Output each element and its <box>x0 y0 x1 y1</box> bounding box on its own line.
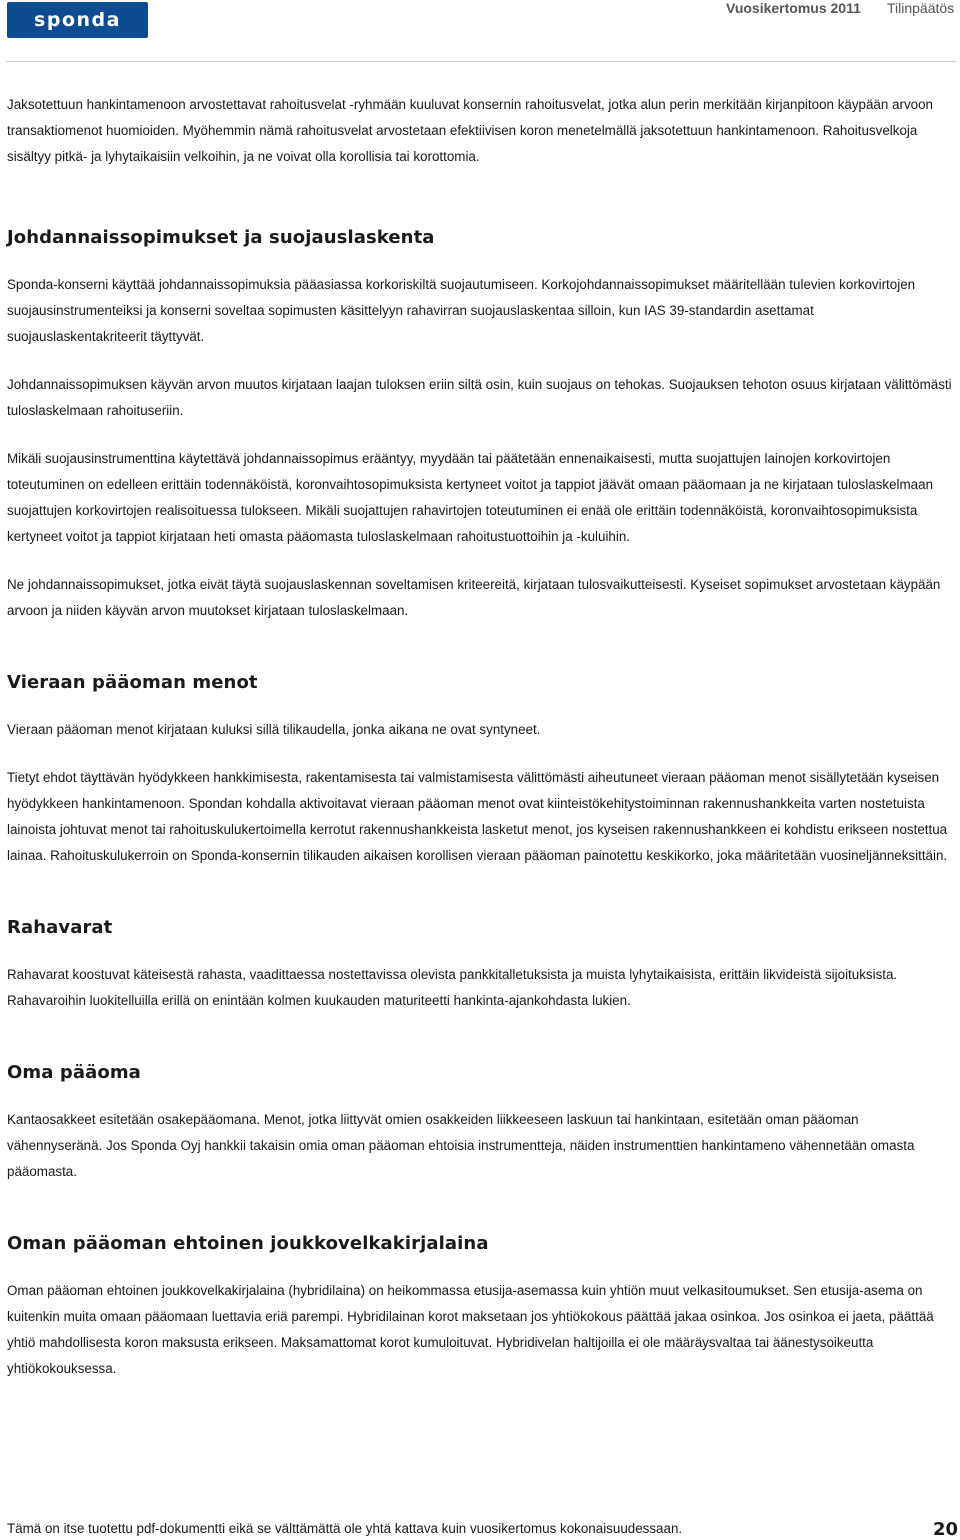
footer-disclaimer: Tämä on itse tuotettu pdf-dokumentti eikä se välttämättä ole yhtä kattava kuin vuosikertomus kokonaisuudessaan. <box>7 1521 683 1536</box>
header-divider <box>6 61 956 62</box>
section-paragraph: Vieraan pääoman menot kirjataan kuluksi sillä tilikaudella, jonka aikana ne ovat syntyneet. <box>7 722 541 737</box>
report-section: Tilinpäätös <box>887 0 955 16</box>
report-title: Vuosikertomus 2011 <box>726 0 861 16</box>
section-heading-equity: Oma pääoma <box>7 1062 141 1083</box>
intro-paragraph: Jaksotettuun hankintamenoon arvostettavat rahoitusvelat -ryhmään kuuluvat konsernin rahoitusvelat, jotka alun perin merkitään kirjanpitoon käypään arvoon transaktiomenot huomioiden. Myöhemmin nämä rahoitusvelat arvostetaan efektiivisen koron menetelmällä jaksotettuun hankintamenoon. Rahoitusvelkoja sisältyy pitkä- ja lyhytaikaisiin velkoihin, ja ne voivat olla korollisia tai korottomia. <box>7 97 933 164</box>
section-paragraph: Rahavarat koostuvat käteisestä rahasta, vaadittaessa nostettavissa olevista pankkitalletuksista ja muista lyhytaikaisista, erittäin likvideistä sijoituksista. Rahavaroihin luokitelluilla erillä on enintään kolmen kuukauden maturiteetti hankinta-ajankohdasta lukien. <box>7 967 898 1008</box>
section-heading-derivatives: Johdannaissopimukset ja suojauslaskenta <box>7 227 435 248</box>
sponda-logo: sponda <box>7 2 148 38</box>
section-heading-borrowing-costs: Vieraan pääoman menot <box>7 672 258 693</box>
page-number: 20 <box>933 1519 959 1540</box>
section-paragraph: Sponda-konserni käyttää johdannaissopimuksia pääasiassa korkoriskiltä suojautumiseen. Korkojohdannaissopimukset määritellään tulevien korkovirtojen suojausinstrumenteiksi ja konserni soveltaa sopimusten käsittelyyn rahavirran suojauslaskentaa silloin, kun IAS 39-standardin asettamat suojauslaskentakriteerit täyttyvät. <box>7 277 916 344</box>
section-paragraph: Mikäli suojausinstrumenttina käytettävä johdannaissopimus erääntyy, myydään tai päätetään ennenaikaisesti, mutta suojattujen lainojen korkovirtojen toteutuminen on edelleen erittäin todennäköistä, koronvaihtosopimuksista kertyneet voitot ja tappiot jäävät omaan pääomaan ja ne kirjataan tuloslaskelmaan suojattujen korkovirtojen realisoituessa tulokseen. Mikäli suojattujen rahavirtojen toteutuminen ei enää ole erittäin todennäköistä, koronvaihtosopimuksista kertyneet voitot ja tappiot kirjataan heti omasta pääomasta tuloslaskelmaan rahoitustuottoihin ja -kuluihin. <box>7 451 934 544</box>
document-body <box>7 92 957 1382</box>
section-paragraph: Ne johdannaissopimukset, jotka eivät täytä suojauslaskennan soveltamisen kriteereitä, kirjataan tulosvaikutteisesti. Kyseiset sopimukset arvostetaan käypään arvoon ja niiden käyvän arvon muutokset kirjataan tuloslaskelmaan. <box>7 577 941 618</box>
page-header <box>0 0 960 62</box>
section-paragraph: Kantaosakkeet esitetään osakepääomana. Menot, jotka liittyvät omien osakkeiden liikkeeseen laskuun tai hankintaan, esitetään oman pääoman vähennyseränä. Jos Sponda Oyj hankkii takaisin omia oman pääoman ehtoisia instrumentteja, näiden instrumenttien hankintameno vähennetään omasta pääomasta. <box>7 1112 915 1179</box>
section-paragraph: Oman pääoman ehtoinen joukkovelkakirjalaina (hybridilaina) on heikommassa etusija-asemassa kuin yhtiön muut velkasitoumukset. Sen etusija-asema on kuitenkin muita omaan pääomaan luettavia eriä parempi. Hybridilainan korot maksetaan jos yhtiökokous päättää jakaa osinkoa. Jos osinkoa ei jaeta, päättää yhtiö mahdollisesta koron maksusta erikseen. Maksamattomat korot kumuloituvat. Hybridivelan haltijoilla ei ole määräysvaltaa tai äänestysoikeutta yhtiökokouksessa. <box>7 1283 934 1376</box>
section-paragraph: Tietyt ehdot täyttävän hyödykkeen hankkimisesta, rakentamisesta tai valmistamisesta välittömästi aiheutuneet vieraan pääoman menot sisällytetään kyseisen hyödykkeen hankintamenoon. Spondan kohdalla aktivoitavat vieraan pääoman menot ovat kiinteistökehitystoiminnan rakennushankkeita varten nostetuista lainoista johtuvat menot tai rahoituskulukertoimella kerrotut rakennushankkeista lasketut menot, jos kyseisen rakennushankkeen ei kohdistu erikseen nostettua lainaa. Rahoituskulukerroin on Sponda-konsernin tilikauden aikaisen korollisen vieraan pääoman painotettu keskikorko, joka määritetään vuosineljänneksittäin. <box>7 770 948 863</box>
section-heading-cash: Rahavarat <box>7 917 113 938</box>
section-heading-hybrid-bond: Oman pääoman ehtoinen joukkovelkakirjalaina <box>7 1233 489 1254</box>
section-paragraph: Johdannaissopimuksen käyvän arvon muutos kirjataan laajan tuloksen eriin siltä osin, kuin suojaus on tehokas. Suojauksen tehoton osuus kirjataan välittömästi tuloslaskelmaan rahoituseriin. <box>7 377 952 418</box>
